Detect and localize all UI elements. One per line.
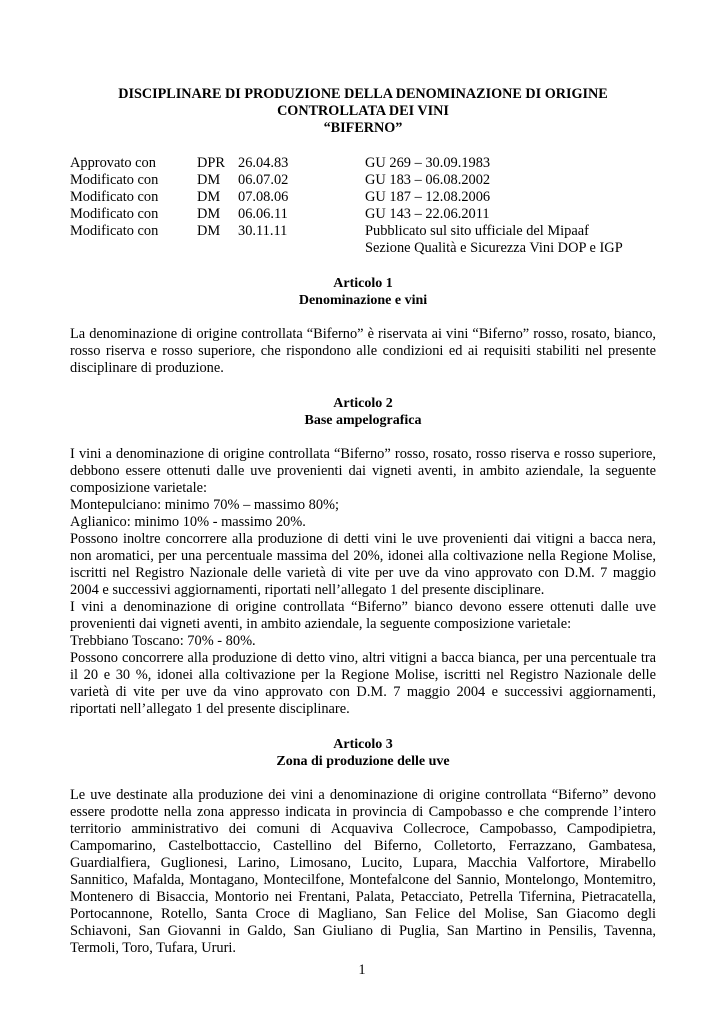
article-body [70,787,656,957]
approval-ref: Pubblicato sul sito ufficiale del Mipaaf [365,223,589,239]
approval-row [70,223,656,240]
approval-ref: GU 187 – 12.08.2006 [365,189,491,205]
article-number: Articolo 1 [333,276,393,291]
article-paragraph: La denominazione di origine controllata “Biferno” è riservata ai vini “Biferno” rosso, rosato, bianco, rosso riserva e rosso superiore, che rispondono alle condizioni ed ai requisiti stabiliti nel presente disciplinare di produzione. [70,326,656,376]
approval-ref: GU 143 – 22.06.2011 [365,206,490,222]
article-3 [70,736,656,957]
approval-date: 06.06.11 [238,206,288,222]
approval-action: Modificato con [70,206,159,222]
article-paragraph: Aglianico: minimo 10% - massimo 20%. [70,514,306,530]
approval-action: Modificato con [70,172,159,188]
article-body [70,326,656,377]
document-page [70,86,656,957]
article-heading: Base ampelografica [304,413,422,428]
document-title [70,86,656,137]
title-line-2: CONTROLLATA DEI VINI [277,103,449,119]
approval-action [70,240,197,257]
article-paragraph: I vini a denominazione di origine controllata “Biferno” bianco devono essere ottenuti dalle uve provenienti dai vigneti aventi, in ambito aziendale, la seguente composizione varietale: [70,599,656,632]
approval-ref: GU 269 – 30.09.1983 [365,155,491,171]
approval-action: Modificato con [70,223,159,239]
approval-type: DPR [197,155,225,171]
article-heading: Zona di produzione delle uve [276,754,450,769]
approval-row [70,155,656,172]
approval-row [70,189,656,206]
approval-type [197,240,238,257]
article-body [70,446,656,718]
page-number: 1 [358,962,366,978]
approval-ref: GU 183 – 06.08.2002 [365,172,491,188]
approval-date [238,240,365,257]
title-line-3: “BIFERNO” [323,120,403,136]
article-paragraph: Trebbiano Toscano: 70% - 80%. [70,633,256,649]
approval-row [70,206,656,223]
approval-date: 26.04.83 [238,155,289,171]
title-line-1: DISCIPLINARE DI PRODUZIONE DELLA DENOMINAZIONE DI ORIGINE [118,86,608,102]
article-paragraph: Possono concorrere alla produzione di detto vino, altri vitigni a bacca bianca, per una percentuale tra il 20 e 30 %, idonei alla coltivazione per la Regione Molise, iscritti nel Registro Nazionale delle varietà di vite per uve da vino approvato con D.M. 7 maggio 2004 e successivi aggiornamenti, riportati nell’allegato 1 del presente disciplinare. [70,650,656,717]
article-paragraph: Possono inoltre concorrere alla produzione di detti vini le uve provenienti dai vitigni a bacca nera, non aromatici, per una percentuale massima del 20%, idonei alla coltivazione nella Regione Molise, iscritti nel Registro Nazionale delle varietà di vite per uve da vino approvato con D.M. 7 maggio 2004 e successivi aggiornamenti, riportati nell’allegato 1 del presente disciplinare. [70,531,656,598]
article-paragraph: I vini a denominazione di origine controllata “Biferno” rosso, rosato, rosso riserva e rosso superiore, debbono essere ottenuti dalle uve provenienti dai vigneti aventi, in ambito aziendale, la seguente composizione varietale: [70,446,656,496]
approval-row [70,172,656,189]
approval-type: DM [197,206,221,222]
approval-date: 06.07.02 [238,172,289,188]
article-heading: Denominazione e vini [298,293,428,308]
approval-date: 07.08.06 [238,189,289,205]
article-paragraph: Le uve destinate alla produzione dei vini a denominazione di origine controllata “Biferno” devono essere prodotte nella zona appresso indicata in provincia di Campobasso e che comprende l’intero territorio amministrativo dei comuni di Acquaviva Collecroce, Campobasso, Campodipietra, Campomarino, Castelbottaccio, Castellino del Biferno, Colletorto, Ferrazzano, Gambatesa, Guardialfiera, Guglionesi, Larino, Limosano, Lucito, Lupara, Macchia Valfortore, Mirabello Sannitico, Mafalda, Montagano, Montecilfone, Montefalcone del Sannio, Montelongo, Montemitro, Montenero di Bisaccia, Montorio nei Frentani, Palata, Petacciato, Petrella Tifernina, Pietracatella, Portocannone, Rotello, Santa Croce di Magliano, San Felice del Molise, San Giacomo degli Schiavoni, San Giovanni in Galdo, San Giuliano di Puglia, San Martino in Pensilis, Tavenna, Termoli, Toro, Tufara, Ururi. [70,787,656,956]
article-paragraph: Montepulciano: minimo 70% – massimo 80%; [70,497,340,513]
approval-type: DM [197,189,221,205]
approval-type: DM [197,223,221,239]
approval-row [70,240,656,257]
article-2 [70,395,656,718]
article-1 [70,275,656,377]
approval-date: 30.11.11 [238,223,288,239]
approval-type: DM [197,172,221,188]
article-number: Articolo 2 [333,396,393,411]
approval-action: Modificato con [70,189,159,205]
approval-ref: Sezione Qualità e Sicurezza Vini DOP e IGP [365,240,623,256]
approval-action: Approvato con [70,155,156,171]
article-number: Articolo 3 [333,737,393,752]
approval-history-table [70,155,656,257]
